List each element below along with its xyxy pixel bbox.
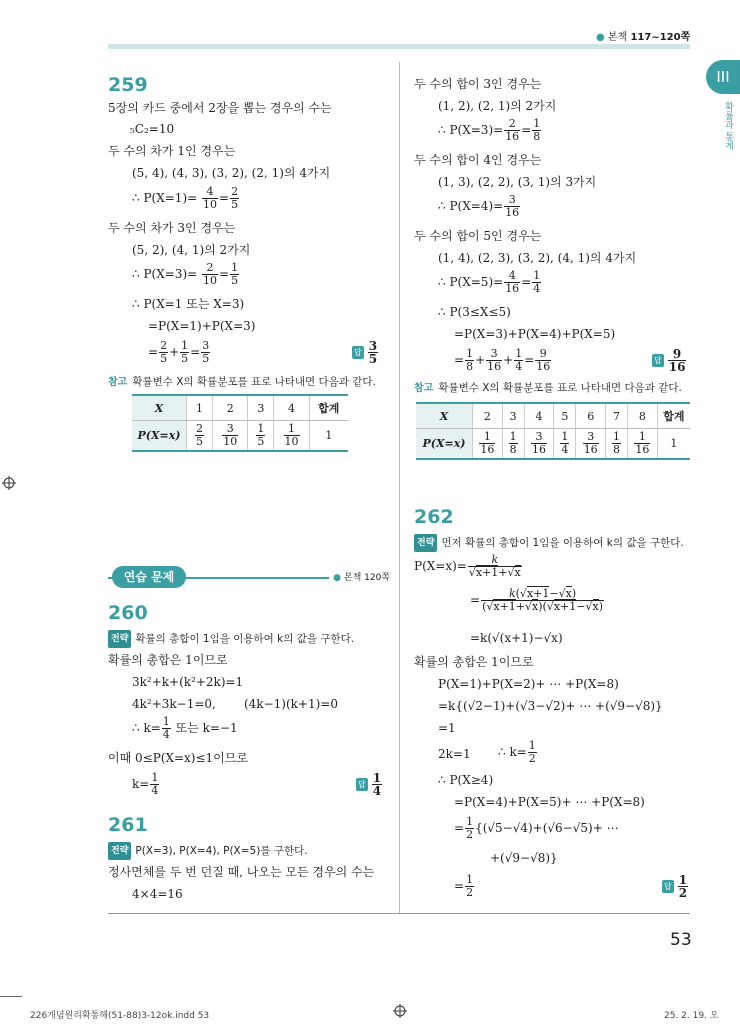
text: 3k²+k+(k²+2k)=1 (132, 675, 244, 689)
equation: ∴ P(X=1)= $\frac{4}{10}$ = $\frac{2}{5}$ (132, 185, 239, 211)
text: 이때 0≤P(X=x)≤1이므로 (108, 751, 248, 765)
equation: ∴ k= $\frac{1}{2}$ (498, 739, 536, 765)
text: 두 수의 차가 1인 경우는 (108, 144, 236, 158)
problem-number-259: 259 (108, 74, 148, 96)
answer-262: 답 $\frac{1}{2}$ (664, 873, 688, 900)
problem-number-261: 261 (108, 814, 148, 836)
equation: = $\frac{1}{2}$ {(√5−√4)+(√6−√5)+ ⋯ (454, 815, 619, 841)
strategy-261: 전략 P(X=3), P(X=4), P(X=5)를 구한다. (108, 842, 308, 860)
chapter-title: 확률과 통계 (723, 102, 733, 150)
text: ∴ P(X≥4) (438, 773, 494, 787)
text: 확률의 총합은 1이므로 (108, 653, 228, 667)
text: =P(X=1)+P(X=3) (148, 319, 256, 333)
text: (1, 4), (2, 3), (3, 2), (4, 1)의 4가지 (438, 251, 637, 265)
practice-ref: ● 본책 120쪽 (329, 570, 390, 583)
practice-title: 연습 문제 (112, 566, 186, 588)
strategy-260: 전략 확률의 총합이 1임을 이용하여 k의 값을 구한다. (108, 630, 354, 648)
text: =P(X=3)+P(X=4)+P(X=5) (454, 327, 616, 341)
distribution-table-261: X 2 3 4 5 6 7 8 합계 P(X=x) $\frac{1}{16}$ $\frac{1}{8}$ $\frac{3}{16}$ $\frac{1}{4}$ $\frac{3}{16}$ $\frac{1}{8}$ $\frac{1}{16}$ 1 (416, 402, 690, 460)
text: 두 수의 차가 3인 경우는 (108, 221, 236, 235)
text: 두 수의 합이 3인 경우는 (414, 77, 542, 91)
problem-number-260: 260 (108, 602, 148, 624)
equation: = $\frac{2}{5}$ + $\frac{1}{5}$ = $\frac{3}{5}$ (148, 339, 210, 365)
text: (1, 2), (2, 1)의 2가지 (438, 99, 557, 113)
bottom-rule (108, 913, 690, 914)
distribution-table-259: X 1 2 3 4 합계 P(X=x) $\frac{2}{5}$ $\frac{3}{10}$ $\frac{1}{5}$ $\frac{1}{10}$ 1 (132, 394, 348, 452)
registration-mark-icon (393, 1004, 407, 1018)
text: P(X=1)+P(X=2)+ ⋯ +P(X=8) (438, 677, 619, 691)
text: =P(X=4)+P(X=5)+ ⋯ +P(X=8) (454, 795, 645, 809)
text: =1 (438, 721, 456, 735)
answer-259: 답 $\frac{3}{5}$ (354, 339, 378, 366)
text: 5장의 카드 중에서 2장을 뽑는 경우의 수는 (108, 101, 332, 115)
text: (4k−1)(k+1)=0 (244, 697, 338, 711)
text: 정사면체를 두 번 던질 때, 나오는 모든 경우의 수는 (108, 865, 375, 879)
text: =k(√(x+1)−√x) (470, 631, 563, 645)
chapter-number: III (716, 68, 730, 86)
footer-filename: 226개념원리확통해(51-88)3-12ok.indd 53 (30, 1011, 210, 1021)
text: 4k²+3k−1=0, (132, 697, 216, 711)
text: 두 수의 합이 5인 경우는 (414, 229, 542, 243)
text: (5, 2), (4, 1)의 2가지 (132, 243, 251, 257)
note-259: 참고 확률변수 X의 확률분포를 표로 나타내면 다음과 같다. (108, 376, 376, 388)
equation: = $\frac{1}{8}$ + $\frac{3}{16}$ + $\frac{1}{4}$ = $\frac{9}{16}$ (454, 347, 551, 373)
strategy-262: 전략 먼저 확률의 총합이 1임을 이용하여 k의 값을 구한다. (414, 534, 684, 552)
text: 2k=1 (438, 747, 471, 761)
chapter-tab (706, 60, 740, 94)
text: (5, 4), (4, 3), (3, 2), (2, 1)의 4가지 (132, 166, 331, 180)
equation: ∴ k= $\frac{1}{4}$ 또는 k=−1 (132, 715, 238, 741)
column-divider (399, 62, 400, 914)
footer-date: 25. 2. 19. 오 (664, 1011, 719, 1021)
registration-mark-icon (2, 476, 16, 490)
equation: = $\frac{1}{2}$ (454, 873, 474, 899)
equation: ∴ P(X=4)= $\frac{3}{16}$ (438, 193, 520, 219)
equation: ∴ P(X=5)= $\frac{4}{16}$ = $\frac{1}{4}$ (438, 269, 541, 295)
equation: = $\frac{k(√x+1-√x)}{(√x+1+√x)(√x+1-√x)}$ (470, 587, 604, 613)
header-reference: ● 본책 117~120쪽 (596, 32, 691, 43)
text: ₅C₂=10 (130, 122, 175, 136)
text: ∴ P(X=1 또는 X=3) (132, 297, 245, 311)
answer-260: 답 $\frac{1}{4}$ (358, 771, 382, 798)
equation: k= $\frac{1}{4}$ (132, 771, 159, 797)
equation: ∴ P(X=3)= $\frac{2}{10}$ = $\frac{1}{5}$ (132, 261, 239, 287)
equation: ∴ P(X=3)= $\frac{2}{16}$ = $\frac{1}{8}$ (438, 117, 541, 143)
text: 두 수의 합이 4인 경우는 (414, 153, 542, 167)
problem-number-262: 262 (414, 506, 454, 528)
text: (1, 3), (2, 2), (3, 1)의 3가지 (438, 175, 597, 189)
text: ∴ P(3≤X≤5) (438, 305, 511, 319)
text: =k{(√2−1)+(√3−√2)+ ⋯ +(√9−√8)} (438, 699, 663, 713)
footer-rule (0, 996, 22, 997)
text: +(√9−√8)} (490, 851, 558, 865)
answer-261: 답 $\frac{9}{16}$ (654, 347, 686, 374)
note-261: 참고 확률변수 X의 확률분포를 표로 나타내면 다음과 같다. (414, 382, 682, 394)
header-rule (108, 44, 690, 49)
practice-header (108, 566, 390, 588)
equation: P(X=x)= $\frac{k}{√x+1+√x}$ (414, 553, 521, 579)
page-number: 53 (670, 930, 692, 950)
text: 확률의 총합은 1이므로 (414, 655, 534, 669)
text: 4×4=16 (132, 887, 183, 901)
